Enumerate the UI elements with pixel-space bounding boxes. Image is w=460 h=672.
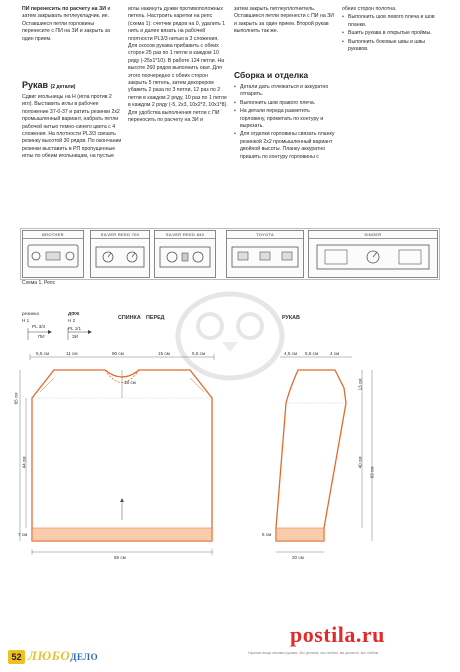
back-label: СПИНКА	[118, 315, 141, 321]
dim-sleeve-a: 4,5 см	[284, 351, 298, 356]
dim-total-h: 65 см	[13, 392, 19, 405]
sborka-item: • Детали дать отлежаться и аккуратно отпарить.	[234, 84, 336, 99]
dim-back-top: 90 см	[112, 351, 124, 356]
watermark-subtitle: Нужные вещи своими руками. Мы делаем, мы любим, вы делаете, мы любим	[248, 651, 379, 655]
dim-rib: 7 см	[18, 532, 28, 537]
postila-watermark: postila.ru	[290, 622, 385, 647]
dim-sleeve-rib: 6 см	[262, 532, 272, 537]
dim-back-width: 55 см	[114, 555, 126, 560]
legend-dfzh: ДФЖ	[68, 311, 80, 316]
legend-n1: Н 1	[22, 318, 30, 323]
scheme-caption: Схема 1. Репс	[22, 280, 56, 286]
machine-silver-reed-840: SILVER REED 840	[154, 230, 216, 278]
dim-body-h: 44 см	[21, 456, 27, 469]
machine-silver-reed-700: SILVER REED 700	[90, 230, 150, 278]
dim-back-neck: 15 см	[158, 351, 170, 356]
sborka-heading: Сборка и отделка	[234, 70, 309, 80]
column-4: обеих сторон полотна. • Выполнить шов левого плеча и шов планки. • Вшить рукава в открытые проймы. • Выполнить боковые швы и швы рукавов.	[342, 6, 442, 54]
rukav-heading: Рукав (2 детали)	[22, 80, 76, 90]
column-3: затем закрыть петлеуплотнитель. Оставшиеся петли перенести с ПИ на ЗИ и закрыть за один прием. Второй рукав выполнить так же.	[234, 6, 335, 35]
legend-pl33: PL 3/3	[32, 324, 46, 329]
sborka-item: • На детали переда разметить горловину, прометать по контуру и вырезать.	[234, 108, 336, 130]
legend-pl11: PL 1/1	[68, 326, 82, 331]
dim-sleeve-total: 63 см	[369, 466, 375, 479]
dim-back-side-r: 5,5 см	[192, 351, 206, 356]
dim-back-shoulder: 11 см	[66, 351, 78, 356]
dim-sleeve-body: 40 см	[357, 456, 363, 469]
finish-item: • Выполнить шов левого плеча и шов планки.	[342, 14, 442, 29]
finish-item: • Вшить рукава в открытые проймы.	[342, 30, 442, 37]
finish-item: • Выполнить боковые швы и швы рукавов.	[342, 39, 442, 54]
legend-n2: Н 2	[68, 318, 76, 323]
legend-rezinka: резинка	[22, 311, 39, 316]
magazine-logo: ЛЮБОДЕЛО	[28, 648, 99, 663]
machine-toyota: TOYOTA	[226, 230, 304, 278]
dim-arm-h: 18 см	[124, 380, 136, 385]
sborka-item: • Для отделки горловины связать планку резинкой 2х2 промышленный вариант двойной высоты. Планку аккуратно пришить по контуру горловины с	[234, 131, 336, 161]
dim-sleeve-b: 5,5 см	[305, 351, 319, 356]
machine-brother: BROTHER	[22, 230, 84, 278]
dim-sleeve-bottom: 20 см	[292, 555, 304, 560]
dim-sleeve-cap: 13 см	[357, 378, 363, 391]
front-label: ПЕРЕД	[146, 315, 165, 321]
rukav-text: Сдвиг игольницы на Н (игла против 2 игл). Выставить иглы в рабочее положение 37-0-37 и ратить резинки 2х2 промышленный вариант, набрать петли рабочей нитью темно-синего цвета с 4 сложения. На плотности PL3/3 связать резинку высотой 30 рядов. По окончании резинки выставить в РП пропущенные иглы по обеим игольницам, на пустые	[22, 94, 122, 160]
sleeve-label: РУКАВ	[282, 315, 300, 321]
col1-intro: ПИ перенесить по расчету на ЗИ и затем закрывать петлеукладчик. ие. Оставшиеся петли горловины перенесите с ПИ на ЗИ и закрыть за один прием.	[22, 6, 111, 42]
dim-back-side: 5,5 см	[36, 351, 50, 356]
sborka-item: • Выполнить шов правого плеча.	[234, 100, 336, 107]
legend-zi: ЗИ	[72, 334, 79, 339]
column-2: иглы накинуть дужки противоположных петель. Настроить каретки на репс (схема 1): счетчик рядов на 0, удалить 1 нить и далее вязать на рабочей плотности PL3/3 нитью в 3 сложения. Для скосов рукава прибавить с обеих сторон 25 раз по 1 петле в каждом 10 ряду (-25x1*10). В работе 124 петли. На высоте 260 рядов выполнить окат. Для этого поочередно с обеих сторон закрыть 5 петель, затем декорером убавить 2 раза по 3 петли, 12 раз по 2 петли в каждом 2 ряду, 10 раз по 1 петле в каждом 2 ряду (-5, 2x3, 10x2*2, 10x1*8). Для удобства выполнения петли с ПИ переносить по расчету на ЗИ и	[128, 6, 228, 124]
legend-pi: ПИ	[38, 334, 45, 339]
machine-singer: SINGER	[308, 230, 438, 278]
page-number: 52	[8, 650, 25, 664]
dim-sleeve-c: 4 см	[330, 351, 340, 356]
